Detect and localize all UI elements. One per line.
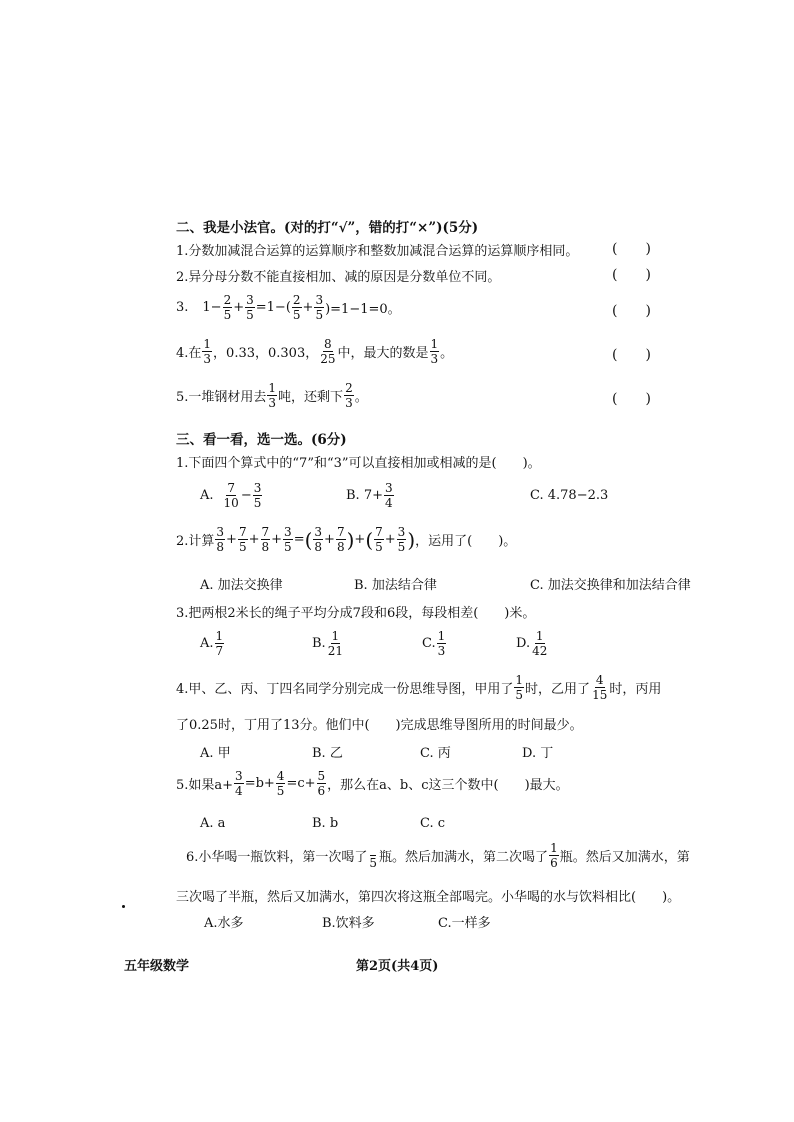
choice-q5-option-c[interactable]: C. c <box>420 816 446 831</box>
judge-q2: 2.异分母分数不能直接相加、减的原因是分数单位不同。 <box>176 270 501 285</box>
choice-q2-option-c[interactable]: C. 加法交换律和加法结合律 <box>530 578 691 593</box>
choice-q6-option-a[interactable]: A.水多 <box>204 916 244 931</box>
fraction-3-4: $\frac{3}{4}$ <box>384 481 393 510</box>
choice-q1-stem: 1.下面四个算式中的“7”和“3”可以直接相加或相减的是( )。 <box>176 456 541 471</box>
stray-dot <box>122 905 125 908</box>
choice-q3-option-c[interactable]: C. $\frac{1}{3}$ <box>422 629 446 658</box>
section2-title: 二、我是小法官。(对的打“√”，错的打“×”)(5分) <box>176 220 479 236</box>
choice-q1-option-c[interactable]: C. 4.78−2.3 <box>530 488 609 503</box>
choice-q2-option-b[interactable]: B. 加法结合律 <box>354 578 437 593</box>
choice-q4-option-b[interactable]: B. 乙 <box>312 746 343 761</box>
footer-page-number: 第2页(共4页) <box>356 959 439 974</box>
choice-q5-stem: 5.如果a+ $\frac{3}{4}$ =b+ $\frac{4}{5}$ =c+ $\frac{5}{6}$ ，那么在a、b、c这三个数中( )最大。 <box>176 769 569 798</box>
judge-q1: 1.分数加减混合运算的运算顺序和整数加减混合运算的运算顺序相同。 <box>176 244 579 259</box>
choice-q3-option-a[interactable]: A. $\frac{1}{7}$ <box>200 629 224 658</box>
choice-q3-option-d[interactable]: D. $\frac{1}{42}$ <box>516 629 548 658</box>
choice-q6-stem: 6.小华喝一瓶饮料，第一次喝了 5 瓶。然后加满水，第二次喝了 $\frac{1}{6}$ 瓶。然后又加满水，第 <box>186 841 690 870</box>
choice-q2-stem: 2.计算 $\frac{3}{8}$ + $\frac{7}{5}$ + $\frac{7}{8}$ + $\frac{3}{5}$ = ( $\frac{3}{8}$ + $\frac{7}{8}$ ) + ( $\frac{7}{5}$ + $\frac{3}{5}$ ) ，运用了( )。 <box>176 525 517 554</box>
fraction-2-3: $\frac{2}{3}$ <box>345 381 353 410</box>
fraction-1-3: $\frac{1}{3}$ <box>268 381 277 410</box>
choice-q6-line2: 三次喝了半瓶，然后又加满水，第四次将这瓶全部喝完。小华喝的水与饮料相比( )。 <box>176 890 681 905</box>
fraction-1-3: $\frac{1}{3}$ <box>430 337 439 366</box>
fraction-7-10: $\frac{7}{10}$ <box>223 481 239 510</box>
choice-q4-option-d[interactable]: D. 丁 <box>522 746 554 761</box>
choice-q6-option-c[interactable]: C.一样多 <box>438 916 491 931</box>
answer-paren-3[interactable]: ( ) <box>612 303 651 319</box>
fraction-3-5: $\frac{3}{5}$ <box>315 293 324 322</box>
choice-q6-option-b[interactable]: B.饮料多 <box>322 916 375 931</box>
answer-paren-2[interactable]: ( ) <box>612 267 651 283</box>
choice-q4-option-c[interactable]: C. 丙 <box>420 746 451 761</box>
section3-title: 三、看一看，选一选。(6分) <box>176 432 347 448</box>
fraction-8-25: $\frac{8}{25}$ <box>320 337 336 366</box>
fraction-2-5: $\frac{2}{5}$ <box>223 293 232 322</box>
footer-grade-subject: 五年级数学 <box>124 959 190 974</box>
answer-paren-4[interactable]: ( ) <box>612 347 651 363</box>
fraction-2-5: $\frac{2}{5}$ <box>292 293 301 322</box>
judge-q3: 3. 1− $\frac{2}{5}$ + $\frac{3}{5}$ =1−( $\frac{2}{5}$ + $\frac{3}{5}$ )=1−1=0。 <box>176 293 401 322</box>
choice-q5-option-b[interactable]: B. b <box>312 816 339 831</box>
choice-q1-option-b[interactable]: B. 7+ $\frac{3}{4}$ <box>346 481 393 510</box>
choice-q4-line2: 了0.25时，丁用了13分。他们中( )完成思维导图所用的时间最少。 <box>176 718 583 733</box>
answer-paren-1[interactable]: ( ) <box>612 241 651 257</box>
choice-q1-option-a[interactable]: A. $\frac{7}{10}$ − $\frac{3}{5}$ <box>200 481 262 510</box>
judge-q4: 4.在 $\frac{1}{3}$ ，0.33，0.303， $\frac{8}{25}$ 中，最大的数是 $\frac{1}{3}$ 。 <box>176 337 454 366</box>
choice-q5-option-a[interactable]: A. a <box>200 816 226 831</box>
judge-q5: 5.一堆钢材用去 $\frac{1}{3}$ 吨，还剩下 $\frac{2}{3}$ 。 <box>176 381 368 410</box>
choice-q2-option-a[interactable]: A. 加法交换律 <box>200 578 283 593</box>
choice-q3-option-b[interactable]: B. $\frac{1}{21}$ <box>312 629 343 658</box>
choice-q4-option-a[interactable]: A. 甲 <box>200 746 231 761</box>
choice-q4-stem: 4.甲、乙、丙、丁四名同学分别完成一份思维导图，甲用了 $\frac{1}{5}$ 时，乙用了 $\frac{4}{15}$ 时，丙用 <box>176 673 662 702</box>
answer-paren-5[interactable]: ( ) <box>612 391 651 407</box>
choice-q3-stem: 3.把两根2米长的绳子平均分成7段和6段，每段相差( )米。 <box>176 606 536 621</box>
fraction-3-5: $\frac{3}{5}$ <box>246 293 254 322</box>
fraction-1-3: $\frac{1}{3}$ <box>203 337 212 366</box>
fraction-3-5: $\frac{3}{5}$ <box>253 481 262 510</box>
